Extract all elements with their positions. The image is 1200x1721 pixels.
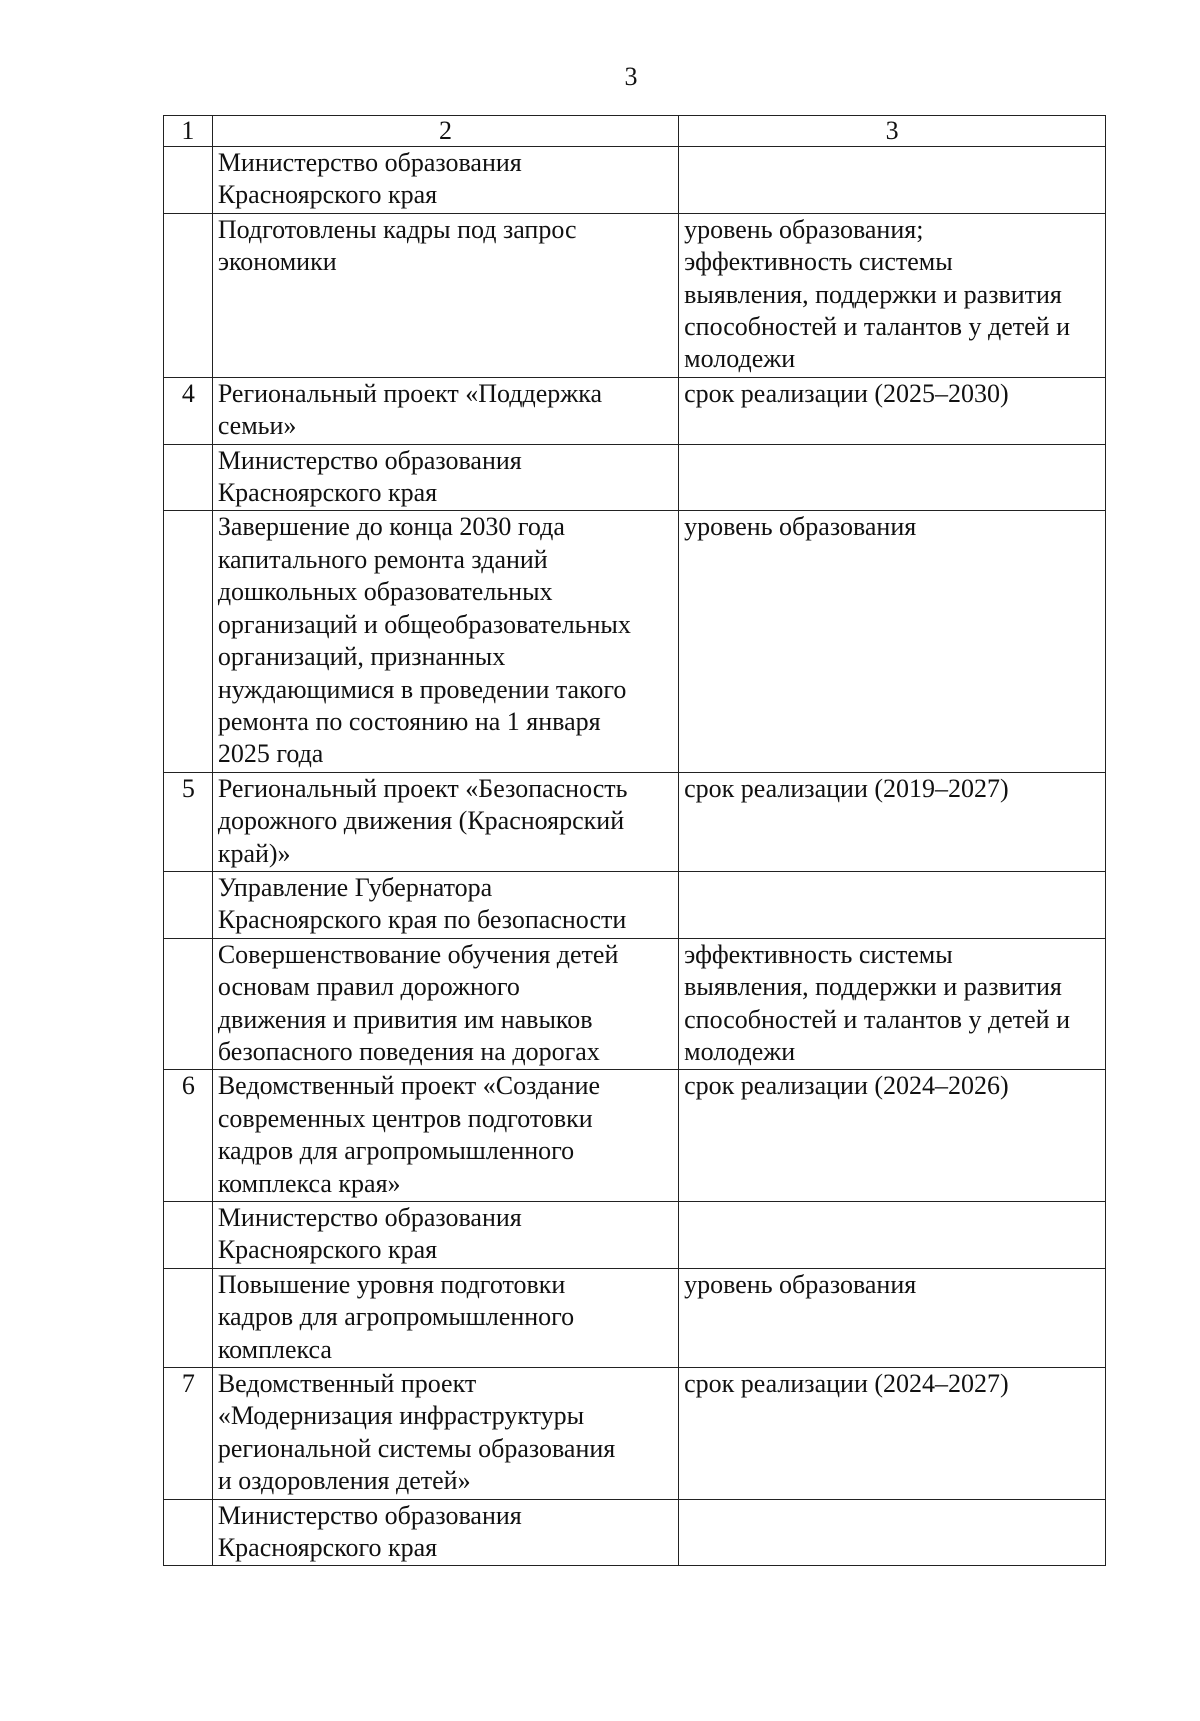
row-description-cell xyxy=(212,871,678,938)
row-indicator-cell xyxy=(679,377,1106,444)
projects-table xyxy=(163,115,1106,1566)
row-description-cell xyxy=(212,938,678,1070)
row-description-cell xyxy=(212,1070,678,1202)
row-description-cell xyxy=(212,1202,678,1269)
table-row xyxy=(164,444,1106,511)
row-description-cell-text: Региональный проект «Безопасность дорожного движения (Красноярский край)» xyxy=(217,773,628,868)
row-number-cell xyxy=(164,1499,213,1566)
row-description-cell xyxy=(212,1499,678,1566)
row-number-cell xyxy=(164,213,213,377)
row-number-cell xyxy=(164,1368,213,1500)
row-number-cell-text: 7 xyxy=(181,1369,195,1399)
table-row xyxy=(164,871,1106,938)
row-number-cell-text: 5 xyxy=(181,773,195,803)
row-number-cell xyxy=(164,772,213,871)
row-description-cell xyxy=(212,511,678,772)
table-header-row xyxy=(164,116,1106,147)
table-row xyxy=(164,1368,1106,1500)
row-number-cell-text: 6 xyxy=(181,1071,195,1101)
table-row xyxy=(164,1268,1106,1367)
row-number-cell xyxy=(164,1070,213,1202)
row-description-cell-text: Министерство образования Красноярского края xyxy=(217,445,522,508)
row-indicator-cell xyxy=(679,511,1106,772)
row-indicator-cell-text: уровень образования; эффективность системы выявления, поддержки и развития способностей и талантов у детей и молодежи xyxy=(684,214,1070,374)
row-description-cell-text: Министерство образования Красноярского края xyxy=(217,148,522,210)
row-description-cell-text: Управление Губернатора Красноярского края по безопасности xyxy=(217,872,627,935)
table-row xyxy=(164,511,1106,772)
header-cell-1: 1 xyxy=(164,116,213,147)
row-description-cell xyxy=(212,772,678,871)
row-indicator-cell xyxy=(679,1070,1106,1202)
row-number-cell xyxy=(164,1268,213,1367)
header-cell-2: 2 xyxy=(212,116,678,147)
row-indicator-cell xyxy=(679,871,1106,938)
page-number: 3 xyxy=(624,62,638,91)
row-description-cell-text: Региональный проект «Поддержка семьи» xyxy=(217,378,603,441)
row-description-cell-text: Ведомственный проект «Создание современных центров подготовки кадров для агропромышленного комплекса края» xyxy=(217,1071,601,1198)
row-description-cell-text: Министерство образования Красноярского края xyxy=(217,1203,522,1265)
row-number-cell xyxy=(164,1202,213,1269)
row-description-cell-text: Повышение уровня подготовки кадров для агропромышленного комплекса xyxy=(217,1269,575,1364)
row-indicator-cell xyxy=(679,147,1106,214)
table-row xyxy=(164,213,1106,377)
row-indicator-cell-text: срок реализации (2019–2027) xyxy=(684,773,1009,803)
table-row xyxy=(164,147,1106,214)
row-number-cell-text: 4 xyxy=(181,378,195,408)
table-row xyxy=(164,1499,1106,1566)
row-indicator-cell xyxy=(679,444,1106,511)
row-description-cell xyxy=(212,213,678,377)
row-indicator-cell-text: уровень образования xyxy=(684,512,917,542)
header-cell-3: 3 xyxy=(679,116,1106,147)
row-indicator-cell-text: уровень образования xyxy=(684,1269,917,1299)
row-description-cell-text: Совершенствование обучения детей основам правил дорожного движения и привития им навыков безопасного поведения на дорогах xyxy=(217,939,619,1066)
row-description-cell xyxy=(212,1268,678,1367)
row-indicator-cell-text: срок реализации (2024–2026) xyxy=(684,1071,1009,1101)
row-description-cell-text: Ведомственный проект «Модернизация инфраструктуры региональной системы образования и оздоровления детей» xyxy=(217,1369,616,1496)
row-number-cell xyxy=(164,377,213,444)
row-number-cell xyxy=(164,871,213,938)
row-description-cell-text: Подготовлены кадры под запрос экономики xyxy=(217,214,577,277)
table-row xyxy=(164,1070,1106,1202)
row-number-cell xyxy=(164,444,213,511)
table-row xyxy=(164,377,1106,444)
row-indicator-cell xyxy=(679,938,1106,1070)
row-number-cell xyxy=(164,511,213,772)
row-description-cell-text: Министерство образования Красноярского края xyxy=(217,1500,522,1563)
row-description-cell xyxy=(212,147,678,214)
row-indicator-cell xyxy=(679,1268,1106,1367)
row-indicator-cell-text: срок реализации (2025–2030) xyxy=(684,378,1009,408)
row-number-cell xyxy=(164,147,213,214)
row-indicator-cell xyxy=(679,772,1106,871)
row-indicator-cell xyxy=(679,1368,1106,1500)
row-indicator-cell xyxy=(679,1202,1106,1269)
table-row xyxy=(164,772,1106,871)
row-number-cell xyxy=(164,938,213,1070)
row-indicator-cell-text: эффективность системы выявления, поддержки и развития способностей и талантов у детей и молодежи xyxy=(684,939,1070,1066)
row-indicator-cell xyxy=(679,1499,1106,1566)
row-description-cell xyxy=(212,377,678,444)
row-description-cell xyxy=(212,1368,678,1500)
row-description-cell xyxy=(212,444,678,511)
row-indicator-cell-text: срок реализации (2024–2027) xyxy=(684,1369,1009,1399)
table-row xyxy=(164,938,1106,1070)
table-row xyxy=(164,1202,1106,1269)
row-indicator-cell xyxy=(679,213,1106,377)
row-description-cell-text: Завершение до конца 2030 года капитального ремонта зданий дошкольных образовательных организаций и общеобразовательных организаций, признанных нуждающимися в проведении такого ремонта по состоянию на 1 января 2025 года xyxy=(217,512,631,769)
